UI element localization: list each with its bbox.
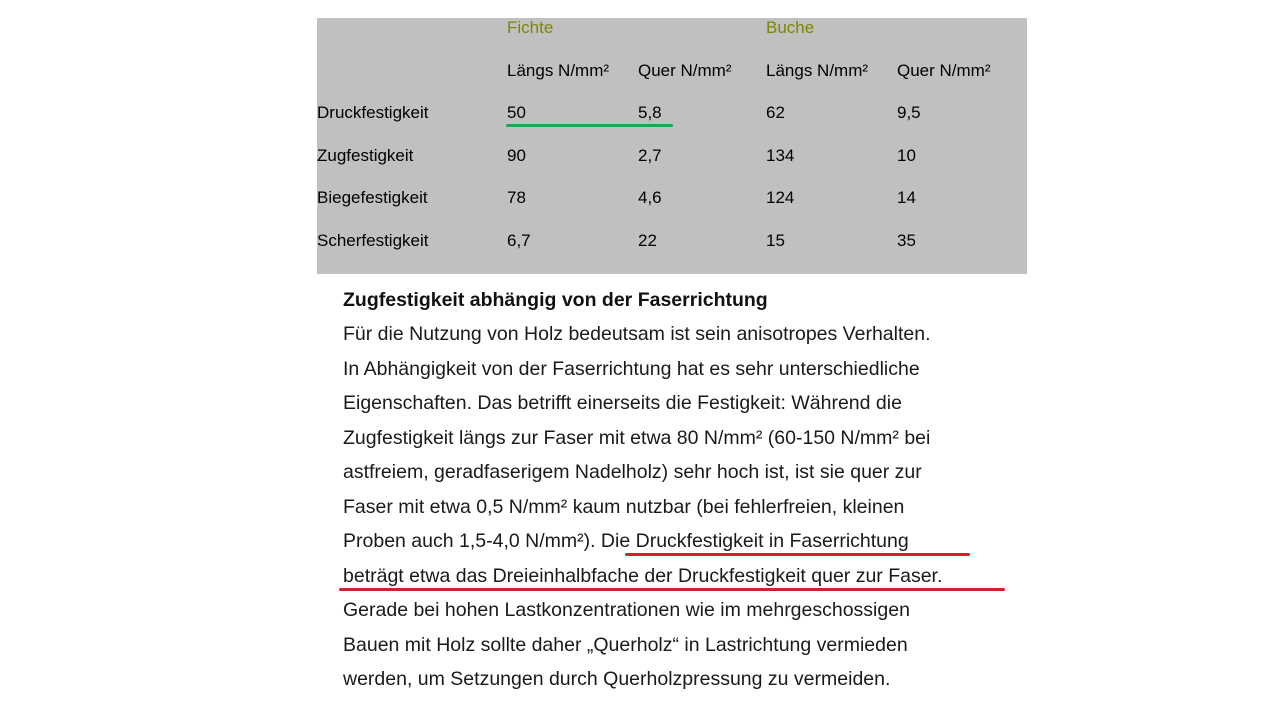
table-cell: 50 [507,103,526,122]
group-header-fichte: Fichte [507,18,554,37]
table-cell: 124 [766,188,795,207]
table-cell: 35 [897,231,916,250]
column-header-fichte-laengs: Längs N/mm² [507,61,610,80]
table-cell: 5,8 [638,103,662,122]
table-cell: 22 [638,231,657,250]
table-cell: 2,7 [638,146,662,165]
row-label-biegefestigkeit: Biegefestigkeit [317,188,428,207]
article-line: Bauen mit Holz sollte daher „Querholz“ in Lastrichtung vermieden [343,634,908,656]
article-line: astfreiem, geradfaserigem Nadelholz) sehr hoch ist, ist sie quer zur [343,461,922,483]
article-heading: Zugfestigkeit abhängig von der Faserrichtung [343,289,768,311]
table-cell: 62 [766,103,785,122]
table-cell: 6,7 [507,231,531,250]
highlight-underline-red [339,588,1005,591]
highlight-underline-red [625,553,970,556]
table-cell: 90 [507,146,526,165]
highlight-underline-green [506,124,673,127]
article-line: Proben auch 1,5-4,0 N/mm²). Die Druckfestigkeit in Faserrichtung [343,530,909,552]
article-line: werden, um Setzungen durch Querholzpressung zu vermeiden. [343,668,891,690]
column-header-buche-quer: Quer N/mm² [897,61,991,80]
table-cell: 14 [897,188,916,207]
article-line: Eigenschaften. Das betrifft einerseits die Festigkeit: Während die [343,392,902,414]
group-header-buche: Buche [766,18,815,37]
article-line: Zugfestigkeit längs zur Faser mit etwa 80 N/mm² (60-150 N/mm² bei [343,427,931,449]
table-cell: 78 [507,188,526,207]
table-cell: 134 [766,146,795,165]
row-label-druckfestigkeit: Druckfestigkeit [317,103,429,122]
strength-table [317,18,1027,274]
article-line: In Abhängigkeit von der Faserrichtung hat es sehr unterschiedliche [343,358,920,380]
table-cell: 10 [897,146,916,165]
article-line: Gerade bei hohen Lastkonzentrationen wie im mehrgeschossigen [343,599,910,621]
article-line: beträgt etwa das Dreieinhalbfache der Druckfestigkeit quer zur Faser. [343,565,943,587]
table-cell: 15 [766,231,785,250]
table-cell: 9,5 [897,103,921,122]
row-label-zugfestigkeit: Zugfestigkeit [317,146,414,165]
row-label-scherfestigkeit: Scherfestigkeit [317,231,429,250]
article-line: Faser mit etwa 0,5 N/mm² kaum nutzbar (bei fehlerfreien, kleinen [343,496,905,518]
column-header-buche-laengs: Längs N/mm² [766,61,869,80]
table-cell: 4,6 [638,188,662,207]
column-header-fichte-quer: Quer N/mm² [638,61,732,80]
article-line: Für die Nutzung von Holz bedeutsam ist sein anisotropes Verhalten. [343,323,931,345]
